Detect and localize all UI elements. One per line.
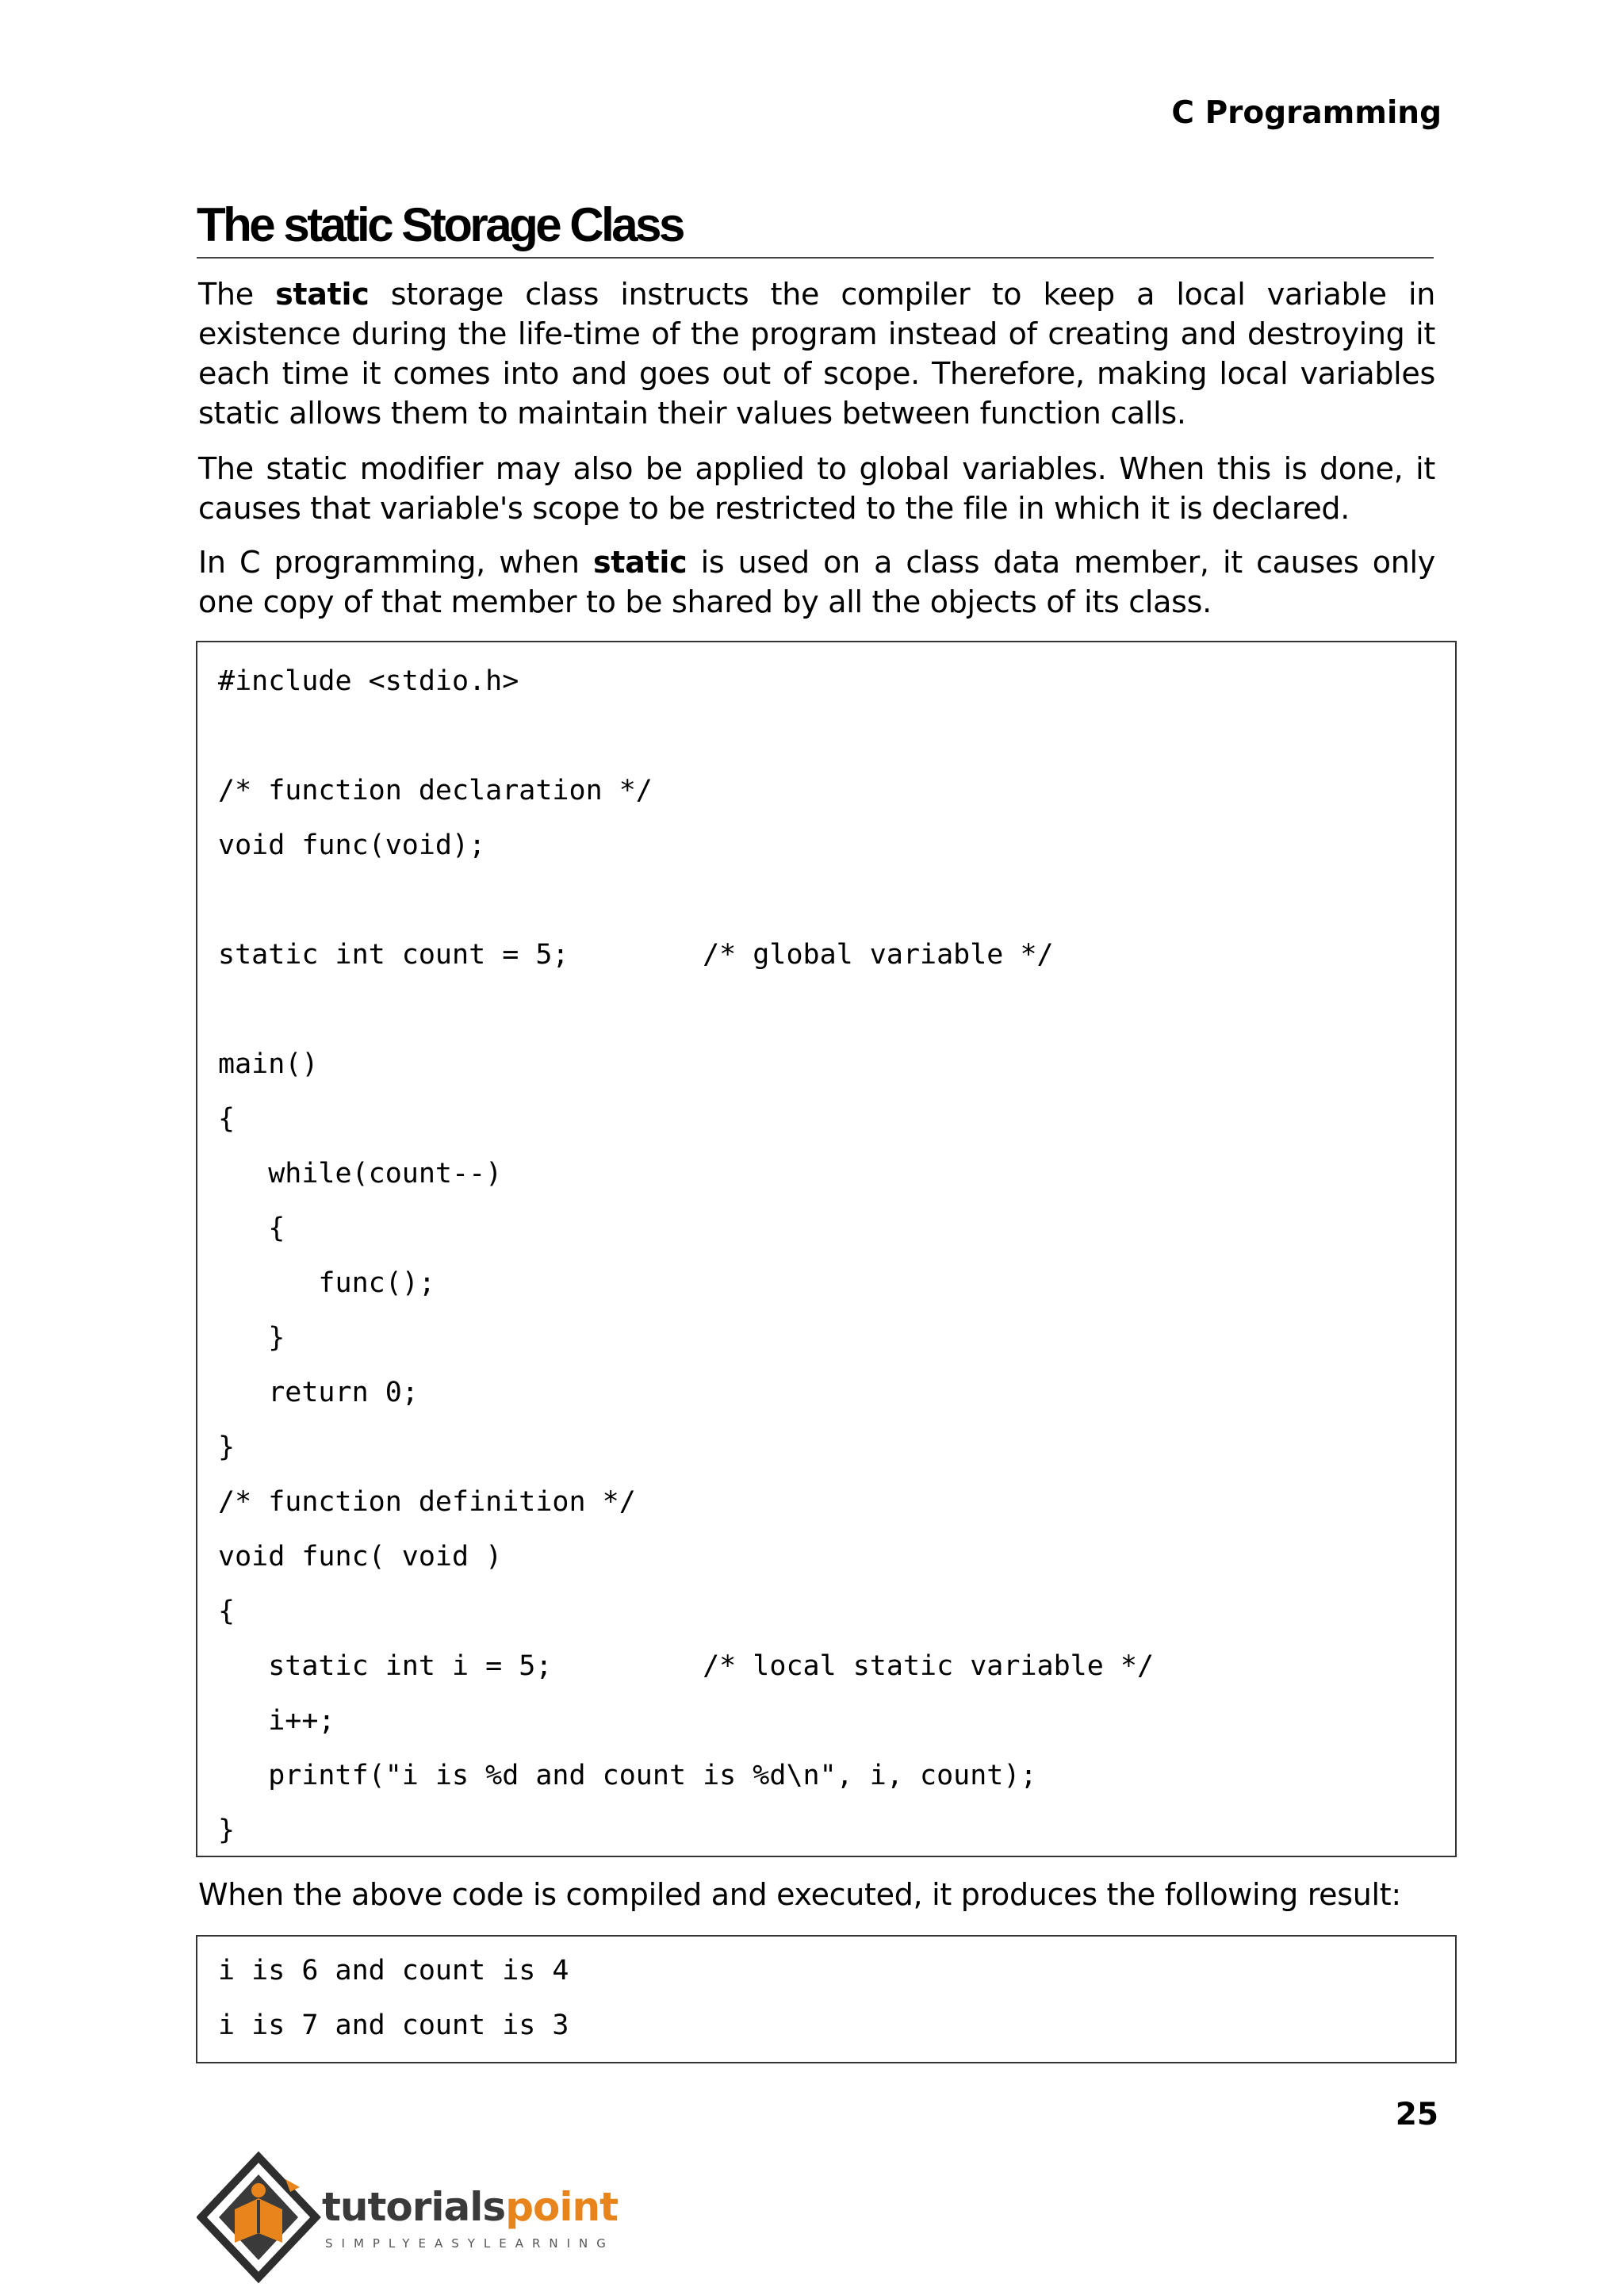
code-line: static int i = 5; /* local static variable */ [218, 1650, 1155, 1682]
code-line: return 0; [218, 1377, 419, 1408]
code-line: } [218, 1814, 236, 1846]
code-line: main() [218, 1048, 319, 1080]
logo-diamond-icon [197, 2151, 324, 2285]
p1-keyword-static: static [275, 277, 370, 312]
output-line: i is 7 and count is 3 [218, 2010, 569, 2041]
logo-word-tutorials: tutorials [322, 2184, 506, 2230]
p3-keyword-static: static [592, 545, 688, 580]
paragraph-class-member [198, 542, 1435, 622]
paragraph-result-intro: When the above code is compiled and executed, it produces the following result: [198, 1877, 1401, 1912]
p1-text-start: The [198, 277, 276, 312]
paragraph-global-modifier: The static modifier may also be applied to global variables. When this is done, it causes that variable's scope to be restricted to the file in which it is declared. [198, 451, 1435, 526]
code-line: } [218, 1322, 285, 1354]
p1-text-rest: storage class instructs the compiler to keep a local variable in existence during the life-time of the program instead of creating and destroying it each time it comes into and goes out of scope. Therefore, making local variables static allows them to maintain their values between function calls. [198, 277, 1435, 431]
code-line: { [218, 1103, 236, 1135]
code-line: { [218, 1213, 285, 1244]
p3-text-rest: is used on a class data member, it causes only one copy of that member to be shared by all the objects of its class. [198, 545, 1435, 619]
output-box [196, 1935, 1457, 2063]
code-line: void func(void); [218, 829, 486, 861]
logo-wordmark [322, 2184, 618, 2230]
code-line: static int count = 5; /* global variable */ [218, 939, 1054, 971]
code-line: void func( void ) [218, 1541, 503, 1573]
code-line: /* function declaration */ [218, 775, 653, 807]
code-line: printf("i is %d and count is %d\n", i, count); [218, 1760, 1037, 1791]
paragraph-static-intro [198, 274, 1435, 433]
p3-text-start: In C programming, when [198, 545, 593, 580]
code-line: } [218, 1431, 236, 1463]
running-header: C Programming [1171, 95, 1442, 131]
output-line: i is 6 and count is 4 [218, 1955, 569, 1987]
page-number: 25 [1395, 2097, 1438, 2132]
code-line: while(count--) [218, 1158, 503, 1190]
code-line: { [218, 1596, 236, 1627]
code-line: func(); [218, 1267, 435, 1299]
code-line: i++; [218, 1705, 335, 1737]
logo-word-point: point [505, 2184, 618, 2230]
section-title: The static Storage Class [197, 193, 1434, 259]
tutorialspoint-logo [197, 2151, 641, 2285]
code-example-box [196, 641, 1457, 1857]
code-line: #include <stdio.h> [218, 665, 519, 697]
code-line: /* function definition */ [218, 1486, 636, 1518]
logo-tagline: SIMPLYEASYLEARNING [325, 2236, 615, 2251]
